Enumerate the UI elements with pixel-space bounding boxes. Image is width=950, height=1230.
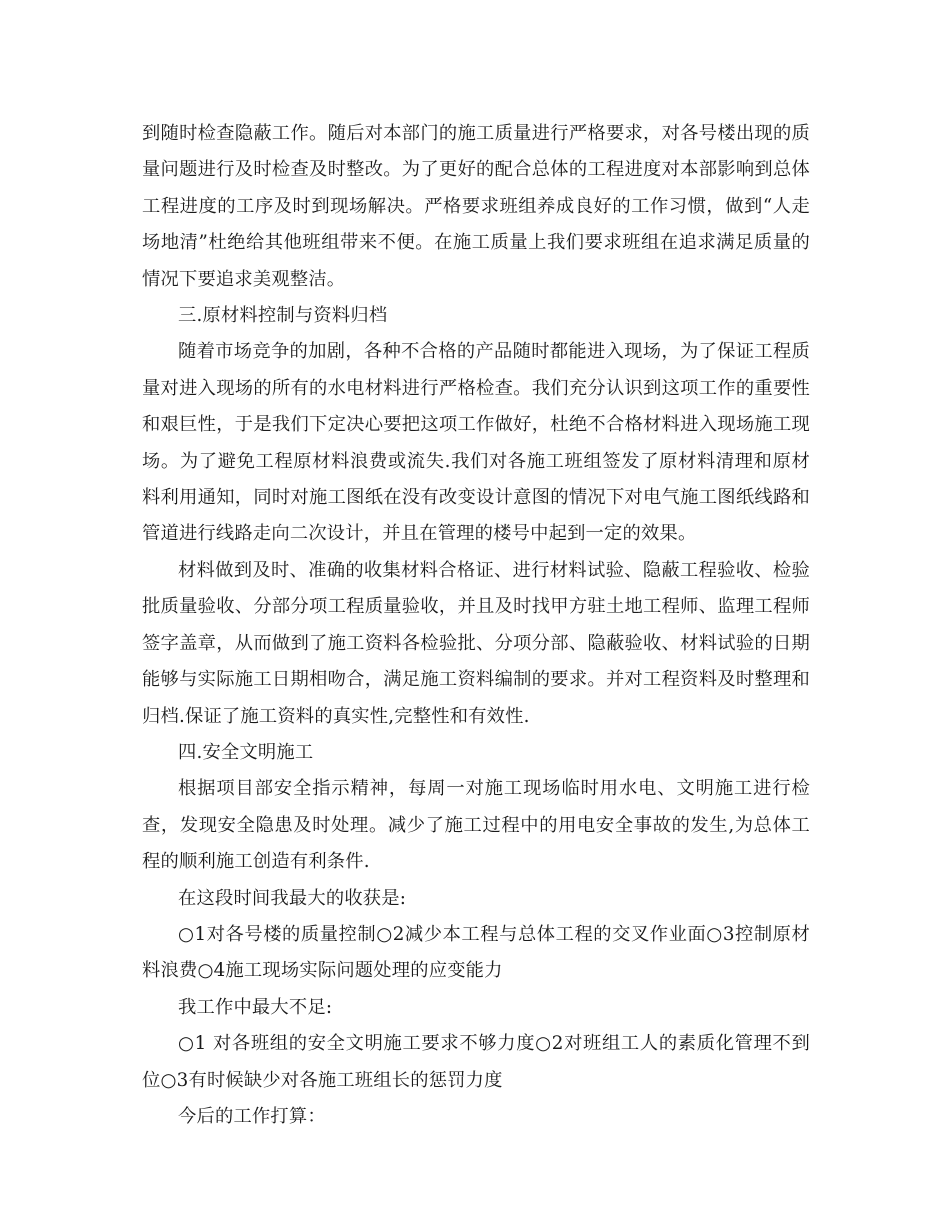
- paragraph-safety-inspection: 根据项目部安全指示精神，每周一对施工现场临时用水电、文明施工进行检查，发现安全隐患及时处理。减少了施工过程中的用电安全事故的发生,为总体工程的顺利施工创造有利条件.: [142, 778, 810, 873]
- paragraph-material-inspection: 随着市场竞争的加剧，各种不合格的产品随时都能进入现场，为了保证工程质量对进入现场的所有的水电材料进行严格检查。我们充分认识到这项工作的重要性和艰巨性，于是我们下定决心要把这项工作做好，杜绝不合格材料进入现场施工现场。为了避免工程原材料浪费或流失.我们对各施工班组签发了原材料清理和原材料利用通知，同时对施工图纸在没有改变设计意图的情况下对电气施工图纸线路和管道进行线路走向二次设计，并且在管理的楼号中起到一定的效果。: [142, 341, 810, 545]
- paragraph-future-plan-intro: 今后的工作打算：: [178, 1105, 326, 1127]
- paragraph-shortcomings-list: ○1 对各班组的安全文明施工要求不够力度○2对班组工人的素质化管理不到位○3有时候缺少对各施工班组长的惩罚力度: [142, 1033, 810, 1091]
- paragraph-shortcomings-intro: 我工作中最大不足:: [178, 996, 333, 1018]
- paragraph-material-documents: 材料做到及时、准确的收集材料合格证、进行材料试验、隐蔽工程验收、检验批质量验收、分部分项工程质量验收，并且及时找甲方驻土地工程师、监理工程师签字盖章，从而做到了施工资料各检验批、分项分部、隐蔽验收、材料试验的日期能够与实际施工日期相吻合，满足施工资料编制的要求。并对工程资料及时整理和归档.保证了施工资料的真实性,完整性和有效性.: [142, 559, 810, 727]
- paragraph-gains-intro: 在这段时间我最大的收获是:: [178, 887, 407, 909]
- document-body: [142, 116, 810, 1135]
- section-heading-safety: 四.安全文明施工: [178, 741, 314, 763]
- section-heading-materials: 三.原材料控制与资料归档: [178, 305, 388, 327]
- paragraph-quality-continuation: 到随时检查隐蔽工作。随后对本部门的施工质量进行严格要求，对各号楼出现的质量问题进行及时检查及时整改。为了更好的配合总体的工程进度对本部影响到总体工程进度的工序及时到现场解决。严格要求班组养成良好的工作习惯，做到“人走场地清”杜绝给其他班组带来不便。在施工质量上我们要求班组在追求满足质量的情况下要追求美观整洁。: [142, 123, 810, 290]
- paragraph-gains-list: ○1对各号楼的质量控制○2减少本工程与总体工程的交叉作业面○3控制原材料浪费○4施工现场实际问题处理的应变能力: [142, 923, 810, 982]
